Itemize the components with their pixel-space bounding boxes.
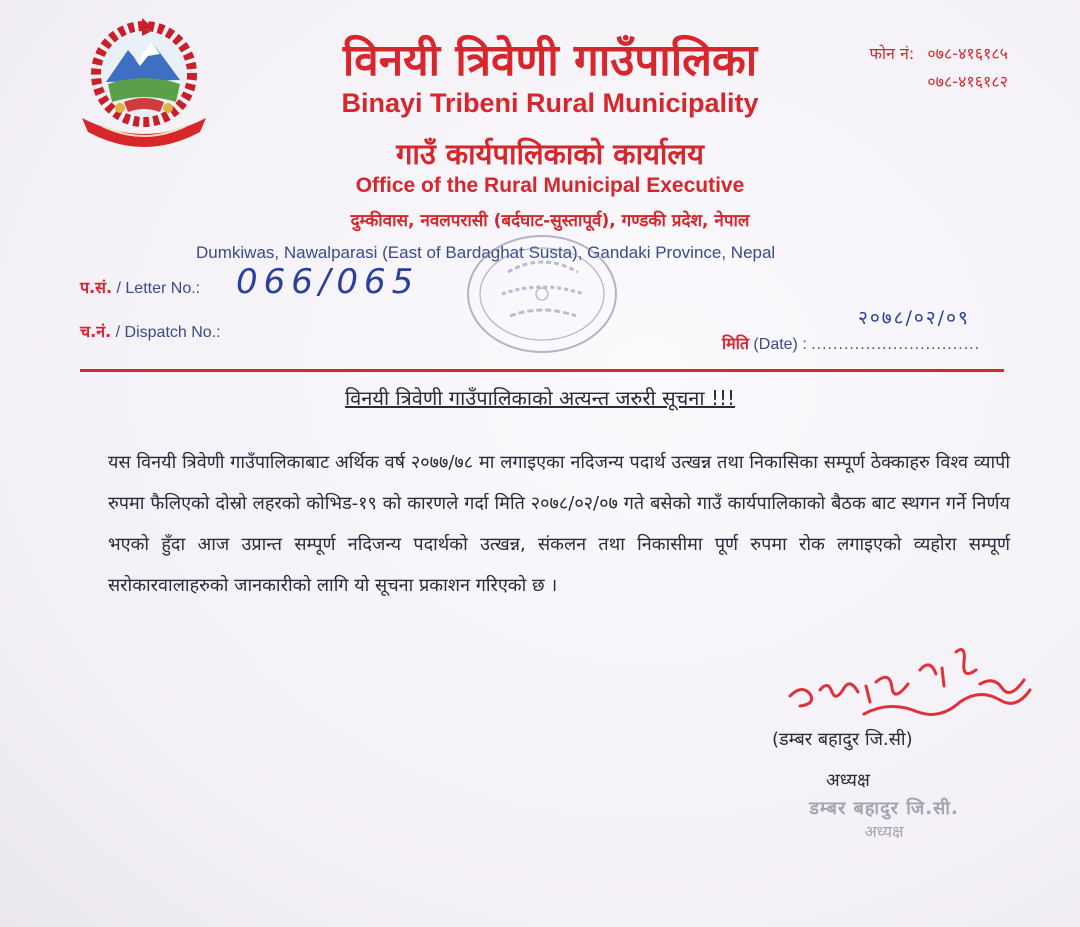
phone-number-1: ०७८-४१६१८५ — [927, 44, 1008, 63]
office-round-stamp-icon — [462, 232, 622, 362]
name-seal-stamp — [784, 796, 984, 842]
municipality-name-english: Binayi Tribeni Rural Municipality — [341, 88, 759, 118]
date-value: २०७८/०२/०९ — [858, 307, 970, 329]
header-divider — [80, 369, 1004, 372]
seal-role: अध्यक्ष — [864, 822, 904, 841]
letter-label-nepali: प.सं. — [80, 278, 113, 297]
notice-title — [0, 384, 1080, 411]
seal-name: डम्बर बहादुर जि.सी. — [809, 798, 959, 819]
date-row — [722, 332, 980, 354]
dispatch-number-row — [80, 320, 221, 342]
municipality-name-nepali: विनयी त्रिवेणी गाउँपालिका — [342, 35, 758, 86]
office-name-english: Office of the Rural Municipal Executive — [355, 174, 745, 197]
signatory-role: अध्यक्ष — [826, 770, 870, 791]
phone-block — [870, 40, 1008, 96]
office-name-nepali: गाउँ कार्यपालिकाको कार्यालय — [396, 137, 704, 171]
notice-title-text: विनयी त्रिवेणी गाउँपालिकाको अत्यन्त जरुरी सूचना !!! — [344, 386, 736, 410]
letter-number-value: 066/065 — [236, 262, 420, 302]
date-dotted-line: ............................... — [811, 336, 981, 353]
letter-number-row — [80, 276, 200, 298]
date-label-english: (Date) : — [748, 336, 812, 353]
letter-label-english: / Letter No.: — [112, 280, 201, 297]
address-nepali: दुम्कीवास, नवलपरासी (बर्दघाट-सुस्तापूर्व), गण्डकी प्रदेश, नेपाल — [350, 211, 750, 231]
notice-body: यस विनयी त्रिवेणी गाउँपालिकाबाट अर्थिक वर्ष २०७७/७८ मा लगाइएका नदिजन्य पदार्थ उत्खन्न तथा निकासिका सम्पूर्ण ठेक्काहरु विश्व व्यापी रुपमा फैलिएको दोस्रो लहरको कोभिड-१९ को कारणले गर्दा मिति २०७८/०२/०७ गते बसेको गाउँ कार्यपालिकाको बैठक बाट स्थगन गर्ने निर्णय भएको हुँदा आज उप्रान्त सम्पूर्ण नदिजन्य पदार्थको उत्खन्न, संकलन तथा निकासीमा पूर्ण रुपमा रोक लगाइएको व्यहोरा सम्पूर्ण सरोकारवालाहरुको जानकारीको लागि यो सूचना प्रकाशन गरिएको छ । — [108, 452, 1010, 596]
dispatch-label-nepali: च.नं. — [80, 322, 112, 341]
handwritten-signature-icon — [780, 640, 1040, 730]
date-label-nepali: मिति — [722, 334, 749, 353]
dispatch-label-english: / Dispatch No.: — [111, 324, 221, 341]
signatory-name: (डम्बर बहादुर जि.सी) — [772, 729, 913, 750]
phone-number-2: ०७८-४१६१८२ — [927, 72, 1008, 91]
phone-label: फोन नं: — [869, 44, 915, 63]
address-english: Dumkiwas, Nawalparasi (East of Bardaghat Susta), Gandaki Province, Nepal — [196, 243, 776, 262]
